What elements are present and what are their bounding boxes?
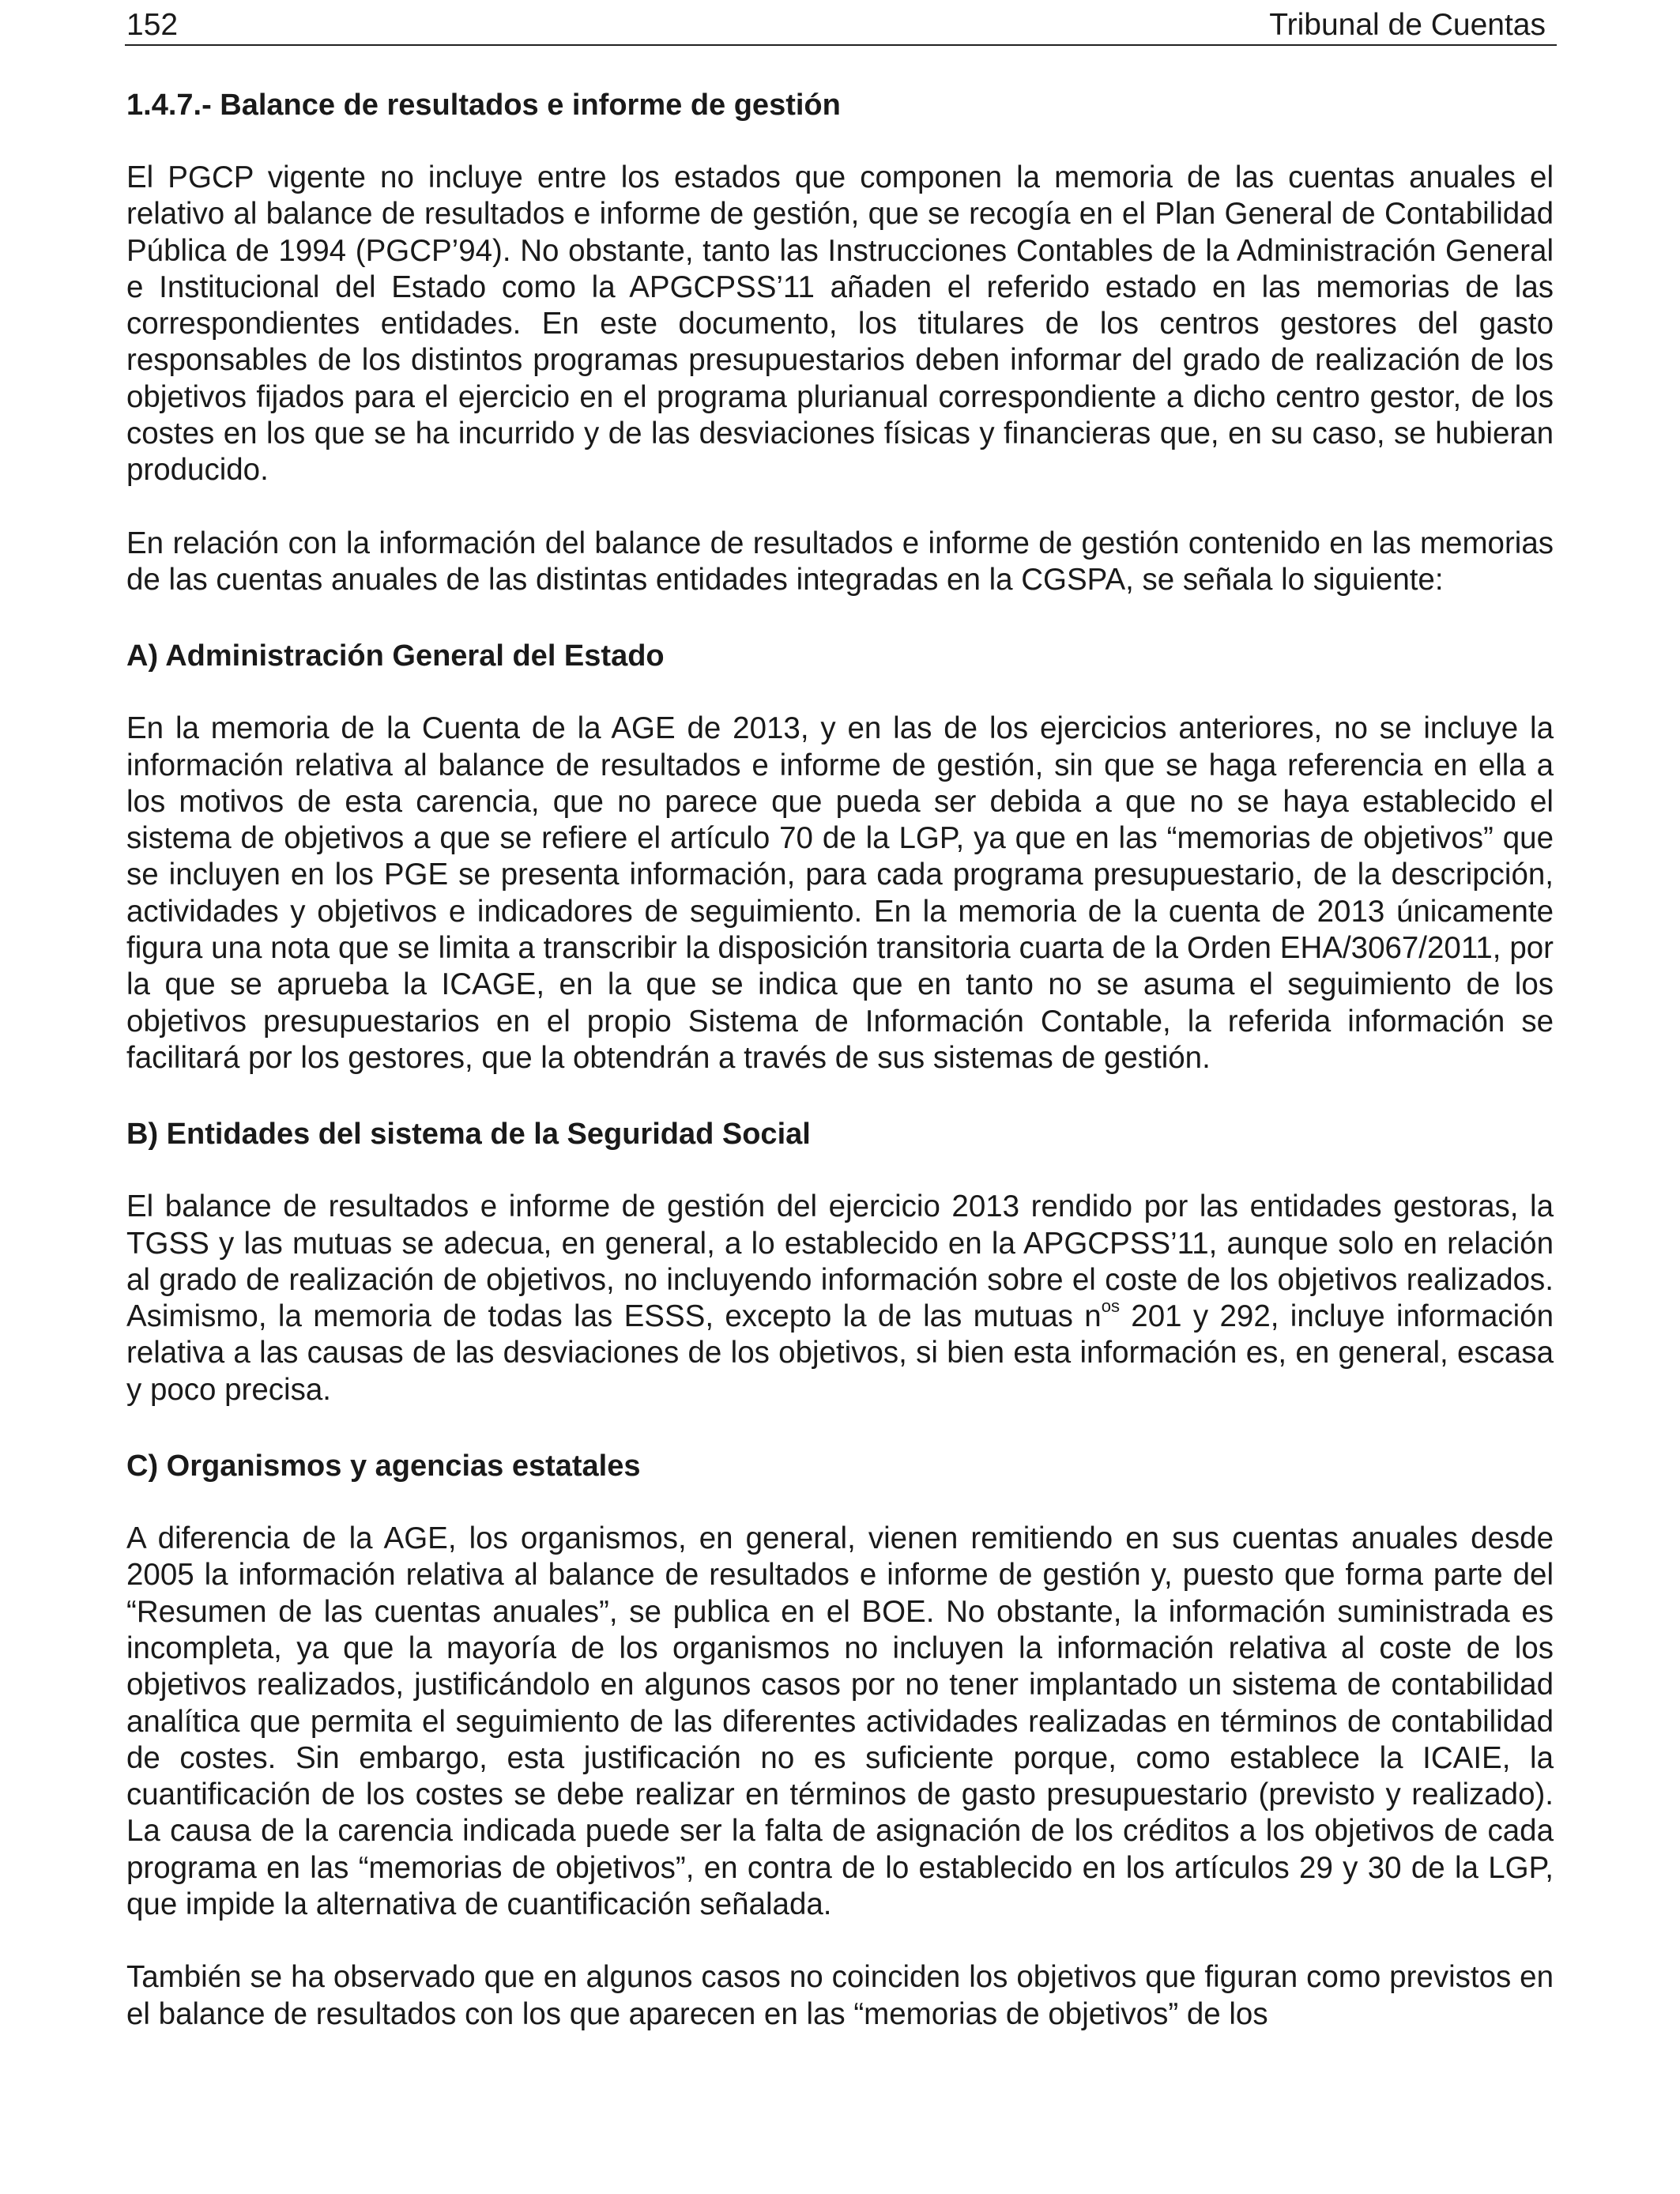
page-content — [126, 84, 1554, 2033]
paragraph: También se ha observado que en algunos casos no coinciden los objetivos que figuran como previstos en el balance de resultados con los que aparecen en las “memorias de objetivos” de los — [126, 1960, 1554, 2031]
running-header — [125, 5, 1557, 46]
paragraph: A diferencia de la AGE, los organismos, en general, vienen remitiendo en sus cuentas anuales desde 2005 la información relativa al balance de resultados e informe de gestión y, puesto que forma parte del “Resumen de las cuentas anuales”, se publica en el BOE. No obstante, la información suministrada es incompleta, ya que la mayoría de los organismos no incluyen la información relativa al coste de los objetivos realizados, justificándolo en algunos casos por no tener implantado un sistema de contabilidad analítica que permita el seguimiento de las diferentes actividades realizadas en términos de contabilidad de costes. Sin embargo, esta justificación no es suficiente porque, como establece la ICAIE, la cuantificación de los costes se debe realizar en términos de gasto presupuestario (previsto y realizado). La causa de la carencia indicada puede ser la falta de asignación de los créditos a los objetivos de cada programa en las “memorias de objetivos”, en contra de lo establecido en los artículos 29 y 30 de la LGP, que impide la alternativa de cuantificación señalada. — [126, 1521, 1554, 1921]
subsection-heading-b: B) Entidades del sistema de la Seguridad Social — [126, 1118, 811, 1152]
paragraph: En relación con la información del balance de resultados e informe de gestión contenido en las memorias de las cuentas anuales de las distintas entidades integradas en la CGSPA, se señala lo siguiente: — [126, 526, 1554, 597]
paragraph — [126, 1189, 1554, 1408]
superscript: os — [1101, 1296, 1120, 1317]
subsection-heading-a: A) Administración General del Estado — [126, 639, 665, 673]
paragraph: En la memoria de la Cuenta de la AGE de 2013, y en las de los ejercicios anteriores, no se incluye la información relativa al balance de resultados e informe de gestión, sin que se haga referencia en ella a los motivos de esta carencia, que no parece que pueda ser debida a que no se haya establecido el sistema de objetivos a que se refiere el artículo 70 de la LGP, ya que en las “memorias de objetivos” que se incluyen en los PGE se presenta información, para cada programa presupuestario, de la descripción, actividades y objetivos e indicadores de seguimiento. En la memoria de la cuenta de 2013 únicamente figura una nota que se limita a transcribir la disposición transitoria cuarta de la Orden EHA/3067/2011, por la que se aprueba la ICAGE, en la que se indica que en tanto no se asuma el seguimiento de los objetivos presupuestarios en el propio Sistema de Información Contable, la referida información se facilitará por los gestores, que la obtendrán a través de sus sistemas de gestión. — [126, 711, 1554, 1075]
paragraph-text: 201 y 292, incluye información relativa a las causas de las desviaciones de los objetivos, si bien esta información es, en general, escasa y poco precisa. — [126, 1299, 1554, 1407]
paragraph: El PGCP vigente no incluye entre los estados que componen la memoria de las cuentas anuales el relativo al balance de resultados e informe de gestión, que se recogía en el Plan General de Contabilidad Pública de 1994 (PGCP’94). No obstante, tanto las Instrucciones Contables de la Administración General e Institucional del Estado como la APGCPSS’11 añaden el referido estado en las memorias de las correspondientes entidades. En este documento, los titulares de los centros gestores del gasto responsables de los distintos programas presupuestarios deben informar del grado de realización de los objetivos fijados para el ejercicio en el programa plurianual correspondiente a dicho centro gestor, de los costes en los que se ha incurrido y de las desviaciones físicas y financieras que, en su caso, se hubieran producido. — [126, 160, 1554, 488]
section-heading: 1.4.7.- Balance de resultados e informe de gestión — [126, 89, 841, 122]
running-title: Tribunal de Cuentas — [1269, 8, 1546, 42]
subsection-heading-c: C) Organismos y agencias estatales — [126, 1449, 641, 1483]
page-number: 152 — [126, 8, 179, 42]
document-page — [125, 0, 1557, 2194]
paragraph-text: El balance de resultados e informe de gestión del ejercicio 2013 rendido por las entidades gestoras, la TGSS y las mutuas se adecua, en general, a lo establecido en la APGCPSS’11, aunque solo en relación al grado de realización de objetivos, no incluyendo información sobre el coste de los objetivos realizados. Asimismo, la memoria de todas las ESSS, excepto la de las mutuas n — [126, 1189, 1554, 1334]
